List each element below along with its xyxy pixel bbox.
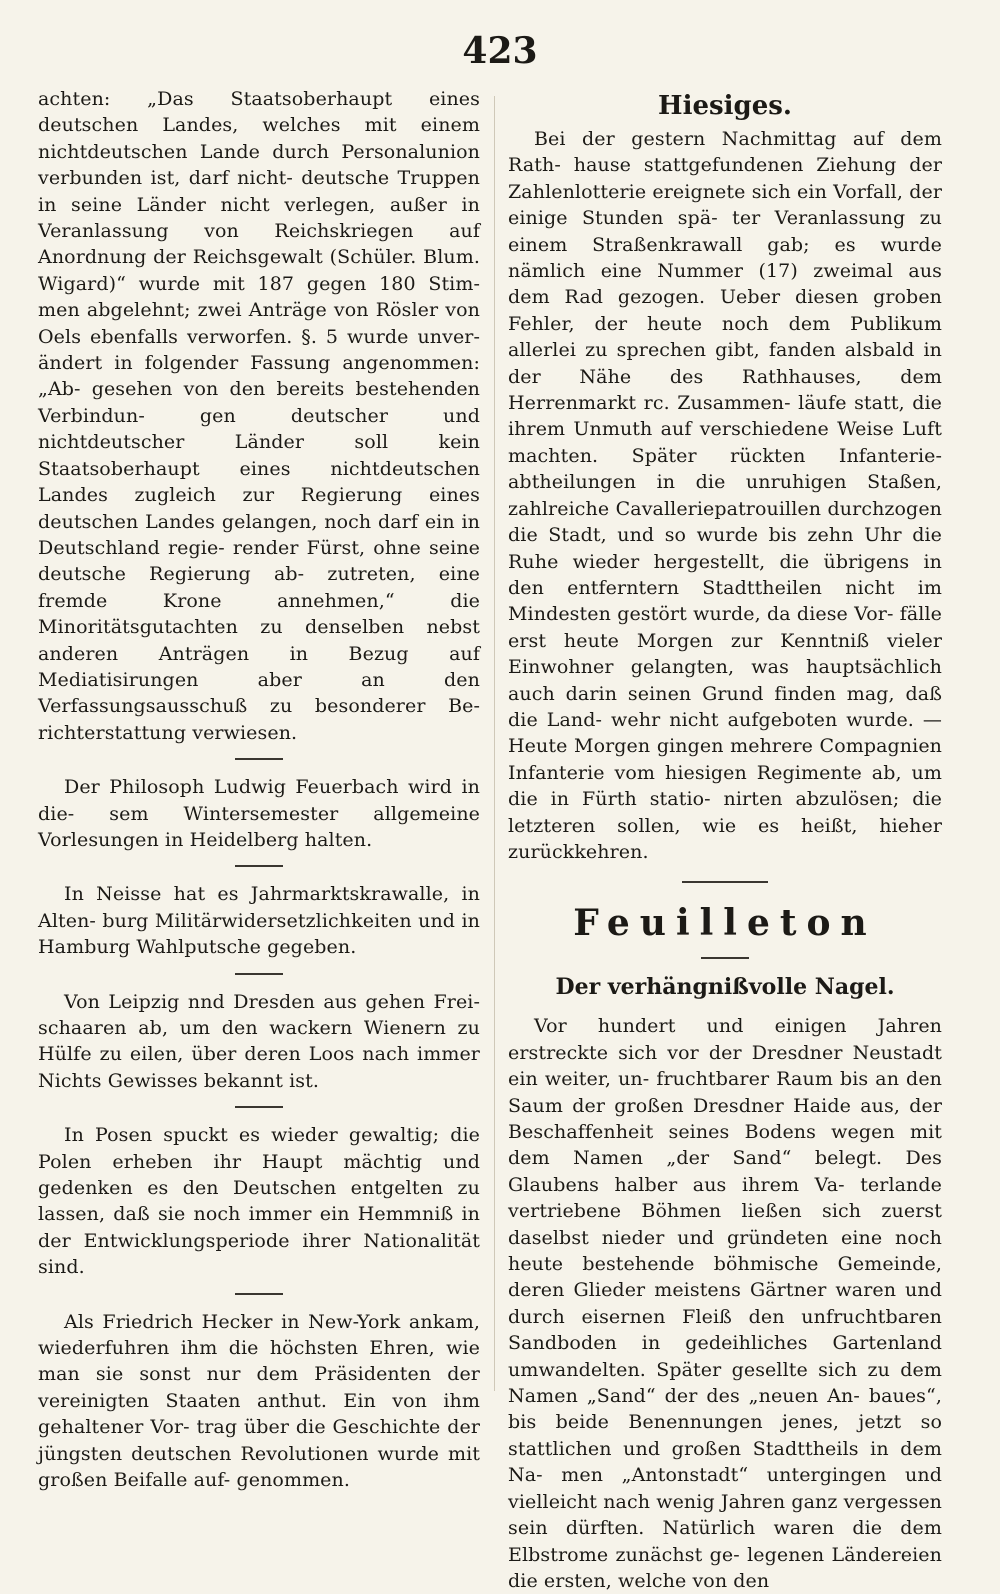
text-line: Anträgen in Bezug auf Mediatisirungen aber	[38, 642, 480, 691]
text-line: bestehende böhmische Gemeinde, deren Glieder	[508, 1253, 942, 1302]
text-line: wiederfuhren ihm die höchsten Ehren, wie man	[38, 1337, 480, 1386]
text-line: so wurde bis zehn Uhr die Ruhe wieder hergestellt,	[508, 524, 942, 573]
text-line: Staatsoberhaupt eines nichtdeutschen Landes	[38, 457, 480, 507]
text-line: Bei der gestern Nachmittag auf dem Rath-	[508, 128, 942, 177]
text-line: immer ein Hemmniß in der Entwicklungsperiode	[38, 1203, 480, 1252]
text-line: den unfruchtbaren Sandboden in gedeihliches	[508, 1305, 942, 1355]
text-line: schaaren ab, um den wackern Wienern zu Hülfe	[38, 1017, 480, 1066]
article-paragraph	[38, 86, 480, 746]
text-line: Oels ebenfalls verworfen. §. 5 wurde unver-	[38, 325, 480, 348]
text-line: durch Personalunion verbunden ist, darf nicht-	[38, 140, 481, 190]
text-line: Natürlich waren die dem Elbstrome zunächst ge-	[508, 1517, 942, 1566]
text-line: belegt. Des Glaubens halber aus ihrem Va-	[508, 1147, 943, 1196]
article-lottery	[508, 126, 942, 865]
text-line: fruchtbarer Raum bis an den Saum der großen	[508, 1068, 942, 1117]
left-column	[38, 86, 480, 1494]
text-line: Von Leipzig nnd Dresden aus gehen Frei-	[64, 990, 480, 1013]
text-line: gelangen, noch darf ein in Deutschland regie-	[38, 510, 480, 559]
text-line: ändert in folgender Fassung angenommen: „Ab-	[38, 352, 480, 401]
text-line: In Posen spuckt es wieder gewaltig; die	[64, 1124, 480, 1147]
article-neisse	[38, 881, 480, 960]
text-line: sprechen gibt, fanden alsbald in der Nähe des	[508, 339, 942, 388]
separator-rule	[235, 758, 283, 760]
text-line: Wahlputsche gegeben.	[136, 936, 357, 959]
separator-rule	[235, 973, 283, 975]
text-line: wehr nicht aufgeboten wurde. — Heute Morgen	[508, 708, 943, 758]
separator-rule	[235, 1293, 283, 1295]
text-line: Weise Luft machten. Später rückten Infanterie-	[508, 418, 943, 467]
text-line: Als Friedrich Hecker in New-York ankam,	[64, 1310, 480, 1333]
page-number: 423	[462, 30, 538, 72]
text-line: zutreten, eine fremde Krone annehmen,“ die	[38, 563, 481, 612]
article-paragraph	[508, 126, 942, 865]
text-line: heißt, hieher zurückkehren.	[508, 814, 943, 863]
text-line: fälle erst heute Morgen zur Kenntniß vieler	[508, 603, 943, 652]
text-line: zugleich zur Regierung eines deutschen Landes	[38, 484, 480, 533]
text-line: Vor hundert und einigen Jahren erstreckte	[508, 1015, 942, 1064]
text-line: Polen erheben ihr Haupt mächtig und gedenken	[38, 1150, 480, 1200]
text-line: läufe statt, die ihrem Unmuth auf verschiedene	[508, 392, 943, 441]
separator-rule	[701, 957, 749, 959]
article-constitution	[38, 86, 480, 746]
text-line: gen deutscher und nichtdeutscher Länder soll kein	[38, 404, 480, 454]
text-line: die übrigens in den entferntern Stadttheilen	[508, 550, 942, 599]
right-column	[508, 86, 942, 1594]
text-line: sem Wintersemester allgemeine Vorlesungen in	[38, 802, 481, 851]
text-line: ereignete sich ein Vorfall, der einige Stunden spä-	[508, 180, 943, 230]
article-feuerbach	[38, 774, 480, 853]
text-line: legenen Ländereien die ersten, welche von den	[508, 1543, 942, 1592]
text-line: achten: „Das Staatsoberhaupt eines deutschen	[38, 88, 480, 137]
column-divider	[494, 96, 495, 1391]
article-hecker	[38, 1309, 480, 1494]
text-line: Bodens wegen mit dem Namen „der Sand“	[508, 1121, 943, 1170]
text-line: trag über die Geschichte der jüngsten deutschen	[38, 1416, 481, 1465]
text-line: meistens Gärtner waren und durch eisernen Fleiß	[508, 1279, 942, 1328]
text-line: es den Deutschen entgelten zu lassen, daß sie noch	[38, 1177, 481, 1226]
text-line: sie sonst nur dem Präsidenten der vereinigten	[38, 1363, 480, 1412]
text-line: nicht im Mindesten gestört wurde, da diese Vor-	[508, 576, 942, 626]
text-line: Heidelberg halten.	[189, 828, 373, 851]
story-body	[508, 1013, 942, 1594]
story-title: Der verhängnißvolle Nagel.	[555, 974, 895, 1001]
text-line: Staaten anthut. Ein von ihm gehaltener Vor-	[38, 1389, 480, 1439]
text-line: richterstattung verwiesen.	[38, 721, 298, 744]
text-line: nach wenig Jahren ganz vergessen sein dürften.	[508, 1490, 943, 1540]
text-line: In Neisse hat es Jahrmarktskrawalle, in Alten-	[38, 883, 480, 932]
text-line: men „Antonstadt“ untergingen und vielleicht	[508, 1464, 942, 1513]
text-line: gesehen von den bereits bestehenden Verbindun-	[38, 378, 480, 427]
text-line: sich vor der Dresdner Neustadt ein weiter, un-	[508, 1041, 942, 1091]
article-paragraph	[508, 1013, 942, 1594]
text-line: Revolutionen wurde mit großen Beifalle auf-	[38, 1442, 481, 1492]
text-line: an den Verfassungsausschuß zu besonderer Be-	[38, 668, 480, 718]
separator-rule	[235, 865, 283, 867]
text-line: burg Militärwidersetzlichkeiten und in Hamburg	[38, 909, 480, 959]
text-line: render Fürst, ohne seine deutsche Regierung ab-	[38, 536, 480, 586]
text-line: aus dem Rad gezogen. Ueber diesen groben	[508, 260, 943, 309]
text-line: deutsche Truppen in seine Länder nicht verlegen,	[38, 167, 480, 216]
text-line: ter Veranlassung zu einem Straßenkrawall gab;	[508, 207, 943, 256]
text-line: außer in Veranlassung von Reichskriegen auf	[38, 193, 480, 243]
separator-rule	[235, 1106, 283, 1108]
text-line: Anordnung der Reichsgewalt (Schüler. Blum.	[38, 246, 480, 269]
text-line: ihrer Nationalität sind.	[38, 1229, 480, 1279]
text-line: Rathhauses, dem Herrenmarkt rc. Zusammen-	[508, 365, 942, 415]
text-line: Fehler, der heute noch dem Publikum allerlei zu	[508, 312, 942, 362]
text-line: genommen.	[236, 1469, 351, 1492]
text-line: hause stattgefundenen Ziehung der Zahlenlotterie	[508, 154, 942, 203]
text-line: zu eilen, über deren Loos nach immer Nichts	[38, 1043, 480, 1092]
section-heading-local: Hiesiges.	[658, 91, 792, 121]
text-line: es wurde nämlich eine Nummer (17) zweimal	[508, 233, 943, 283]
separator-rule	[682, 881, 768, 883]
text-line: zu dem Namen „Sand“ der des „neuen An-	[508, 1358, 943, 1408]
text-line: Der Philosoph Ludwig Feuerbach wird in die-	[38, 776, 480, 825]
article-paragraph	[38, 989, 480, 1095]
section-heading-feuilleton: Feuilleton	[573, 902, 877, 945]
text-line: nirten abzulösen; die letzteren sollen, wie es	[508, 788, 942, 837]
article-leipzig	[38, 989, 480, 1095]
text-line: Dresdner Haide aus, der Beschaffenheit seines	[508, 1094, 942, 1143]
text-line: men abgelehnt; zwei Anträge von Rösler von	[38, 299, 480, 322]
article-paragraph	[38, 774, 480, 853]
text-line: Gartenland umwandelten. Später gesellte sich	[508, 1332, 942, 1381]
text-line: Minoritätsgutachten zu denselben nebst anderen	[38, 616, 480, 665]
text-line: stattlichen und großen Stadttheils in dem Na-	[508, 1437, 942, 1487]
article-paragraph	[38, 1309, 480, 1494]
text-line: gingen mehrere Compagnien Infanterie vom	[508, 735, 943, 784]
text-line: Cavalleriepatrouillen durchzogen die Stadt, und	[508, 497, 942, 547]
article-posen	[38, 1122, 480, 1280]
text-line: Landes, welches mit einem nichtdeutschen Lande	[38, 114, 480, 163]
text-line: Gewisses bekannt ist.	[107, 1069, 320, 1092]
text-line: abtheilungen in die unruhigen Staßen, zahlreiche	[508, 471, 942, 520]
text-line: terlande vertriebene Böhmen ließen sich zuerst	[508, 1173, 942, 1223]
text-line: Wigard)“ wurde mit 187 gegen 180 Stim-	[38, 272, 480, 295]
text-line: daselbst nieder und gründeten eine noch heute	[508, 1226, 942, 1276]
text-line: Einwohner gelangten, was hauptsächlich auch	[508, 656, 942, 705]
text-line: hiesigen Regimente ab, um die in Fürth statio-	[508, 761, 942, 811]
article-paragraph	[38, 1122, 480, 1280]
text-line: baues“, bis beide Benennungen jenes, jetzt so	[508, 1385, 942, 1434]
text-line: darin seinen Grund finden mag, daß die Land-	[508, 682, 942, 731]
article-paragraph	[38, 881, 480, 960]
